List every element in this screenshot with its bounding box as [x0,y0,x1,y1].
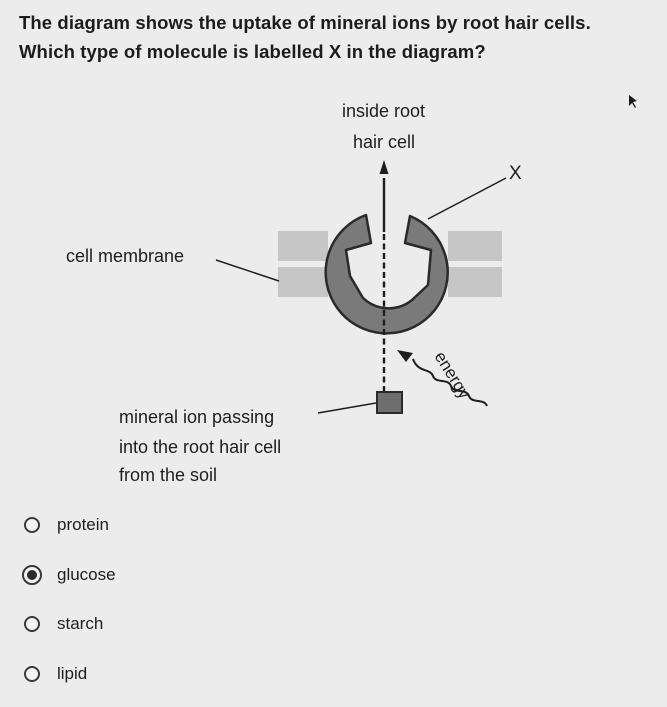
option-label: glucose [57,564,116,584]
energy-arrowhead-icon [397,350,413,362]
question-text: The diagram shows the uptake of mineral ions by root hair cells. Which type of molecule is labelled X in the diagram? [19,12,591,62]
radio-button-selected-icon[interactable] [22,565,42,585]
option-protein[interactable] [24,509,116,541]
label-energy: energy [430,348,475,403]
mouse-cursor-icon [629,95,637,108]
membrane-right-upper [448,231,502,261]
answer-options [24,509,116,707]
membrane-left-upper [278,231,328,261]
label-cell-membrane: cell membrane [66,246,185,266]
label-mineral-ion-2: into the root hair cell [119,437,282,457]
option-lipid[interactable] [24,658,116,690]
membrane-right-lower [448,267,502,297]
mineral-ion-square [377,392,402,413]
option-glucose[interactable] [24,559,116,591]
option-label: starch [57,614,104,633]
membrane-leader-line [216,260,279,281]
label-hair-cell: hair cell [353,132,416,152]
membrane-left-lower [278,267,328,297]
label-x: X [509,163,522,184]
option-label: protein [57,515,109,534]
radio-button-icon[interactable] [24,666,40,682]
option-starch[interactable] [24,608,116,640]
label-mineral-ion-3: from the soil [119,465,218,485]
label-inside-root: inside root [342,101,426,121]
x-leader-line [428,178,506,219]
radio-button-icon[interactable] [24,616,40,632]
carrier-protein-shape [326,215,448,333]
label-mineral-ion-1: mineral ion passing [119,407,275,427]
option-label: lipid [57,663,88,683]
ion-path-arrowhead-icon [380,160,389,174]
radio-button-icon[interactable] [24,517,40,533]
mineral-leader-line [318,403,376,413]
